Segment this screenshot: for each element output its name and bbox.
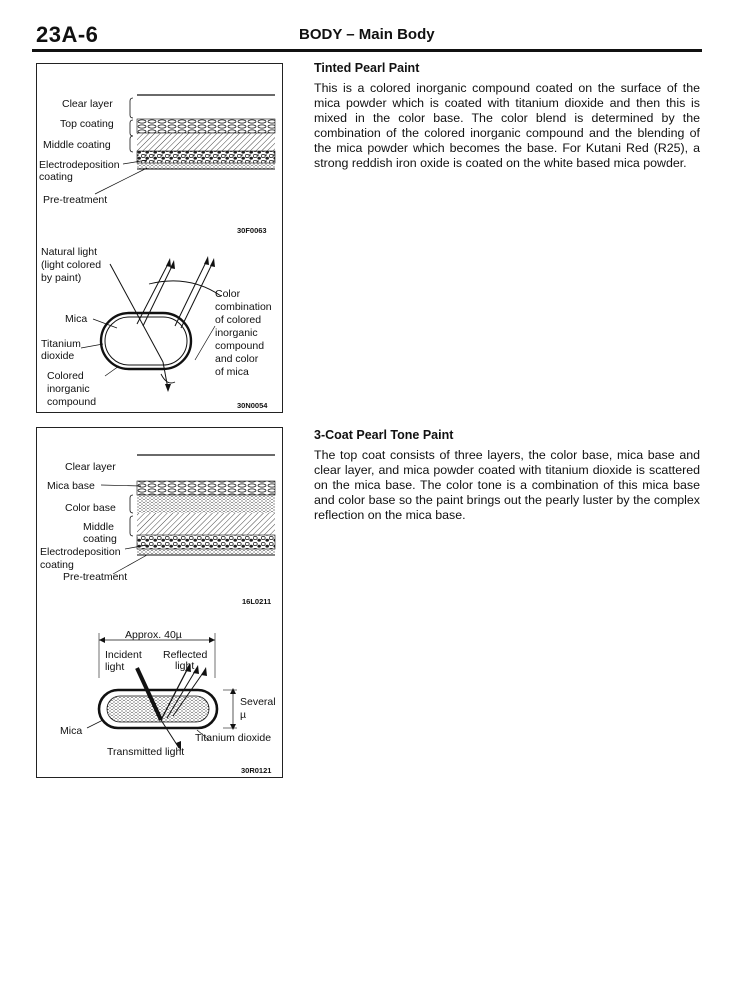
tinted-pearl-section — [314, 61, 700, 171]
fig2-label-compound: compound — [47, 396, 97, 408]
page-number: 23A-6 — [36, 22, 99, 47]
fig3-label-clear-layer: Clear layer — [65, 461, 116, 473]
fig4-label-reflected-2: light — [175, 660, 195, 672]
fig2-color-line: combination — [215, 301, 272, 313]
figure-box-tinted-pearl — [36, 63, 283, 413]
fig4-label-mica: Mica — [60, 725, 83, 737]
fig2-color-line: and color — [215, 353, 259, 365]
fig2-label-colored: Colored — [47, 370, 84, 382]
fig2-label-dioxide: dioxide — [41, 350, 75, 362]
fig1-label-middle-coating: Middle coating — [43, 139, 111, 151]
three-coat-body: The top coat consists of three layers, the color base, mica base and clear layer, and mica powder coated with titanium dioxide is scattered on the mica base. The color tone is a combination of this mica base and color base so the paint brings out the pearly luster by the complex reflection on the mica base. — [314, 448, 700, 522]
fig2-color-line: compound — [215, 340, 265, 352]
fig2-color-line: inorganic — [215, 327, 258, 339]
fig3-label-coating2: coating — [40, 559, 74, 571]
section-title: BODY – Main Body — [299, 26, 435, 43]
fig4-label-incident-2: light — [105, 661, 125, 673]
figure-tinted-pearl-svg — [37, 64, 282, 412]
fig4-code: 30R0121 — [241, 766, 272, 775]
figure-box-three-coat — [36, 427, 283, 778]
fig3-label-middle: Middle — [83, 521, 114, 533]
fig3-label-electrodeposition: Electrodeposition — [40, 546, 121, 558]
figure2-particle — [81, 256, 221, 392]
fig4-label-several-1: Several — [240, 696, 276, 708]
fig3-label-pre-treatment: Pre-treatment — [63, 571, 128, 583]
fig2-label-natural-light-2: (light colored — [41, 259, 102, 271]
fig1-label-pre-treatment: Pre-treatment — [43, 194, 108, 206]
fig2-code: 30N0054 — [237, 401, 268, 410]
fig2-label-natural-light-3: by paint) — [41, 272, 82, 284]
figure3-layers — [101, 455, 275, 574]
fig1-label-top-coating: Top coating — [60, 118, 114, 130]
fig1-code: 30F0063 — [237, 226, 267, 235]
tinted-pearl-heading: Tinted Pearl Paint — [314, 61, 420, 75]
fig2-label-mica: Mica — [65, 313, 88, 325]
fig4-label-several-2: µ — [240, 709, 247, 721]
fig1-label-coating: coating — [39, 171, 73, 183]
fig4-label-titanium-dioxide: Titanium dioxide — [195, 732, 272, 744]
figure1-layers — [95, 95, 275, 194]
fig2-color-line: of colored — [215, 314, 262, 326]
header-rule — [32, 49, 702, 52]
fig4-label-approx: Approx. 40µ — [125, 629, 182, 641]
three-coat-heading: 3-Coat Pearl Tone Paint — [314, 428, 454, 442]
fig3-code: 16L0211 — [242, 597, 272, 606]
fig2-color-combination-label — [215, 288, 272, 378]
fig3-label-mica-base: Mica base — [47, 480, 95, 492]
fig4-label-transmitted: Transmitted light — [107, 746, 185, 758]
fig1-label-clear-layer: Clear layer — [62, 98, 113, 110]
fig2-color-line: Color — [215, 288, 241, 300]
tinted-pearl-body: This is a colored inorganic compound coated on the surface of the mica powder which is coated with titanium dioxide and then this is mixed in the color base. The color blend is determined by the combination of the colored inorganic compound and the blending of the mica powder which becomes the base. For Kutani Red (R25), a strong reddish iron oxide is coated on the white based mica powder. — [314, 81, 700, 170]
fig2-label-natural-light-1: Natural light — [41, 246, 98, 258]
three-coat-section — [314, 428, 700, 523]
figure-three-coat-svg — [37, 428, 282, 777]
fig4-label-reflected-1: Reflected — [163, 649, 208, 661]
fig4-label-incident-1: Incident — [105, 649, 142, 661]
fig2-label-inorganic: inorganic — [47, 383, 90, 395]
fig3-label-coating: coating — [83, 533, 117, 545]
fig2-label-titanium: Titanium — [41, 338, 81, 350]
fig2-color-line: of mica — [215, 366, 249, 378]
fig1-label-electrodeposition: Electrodeposition — [39, 159, 120, 171]
fig3-label-color-base: Color base — [65, 502, 116, 514]
page-header — [32, 22, 702, 48]
